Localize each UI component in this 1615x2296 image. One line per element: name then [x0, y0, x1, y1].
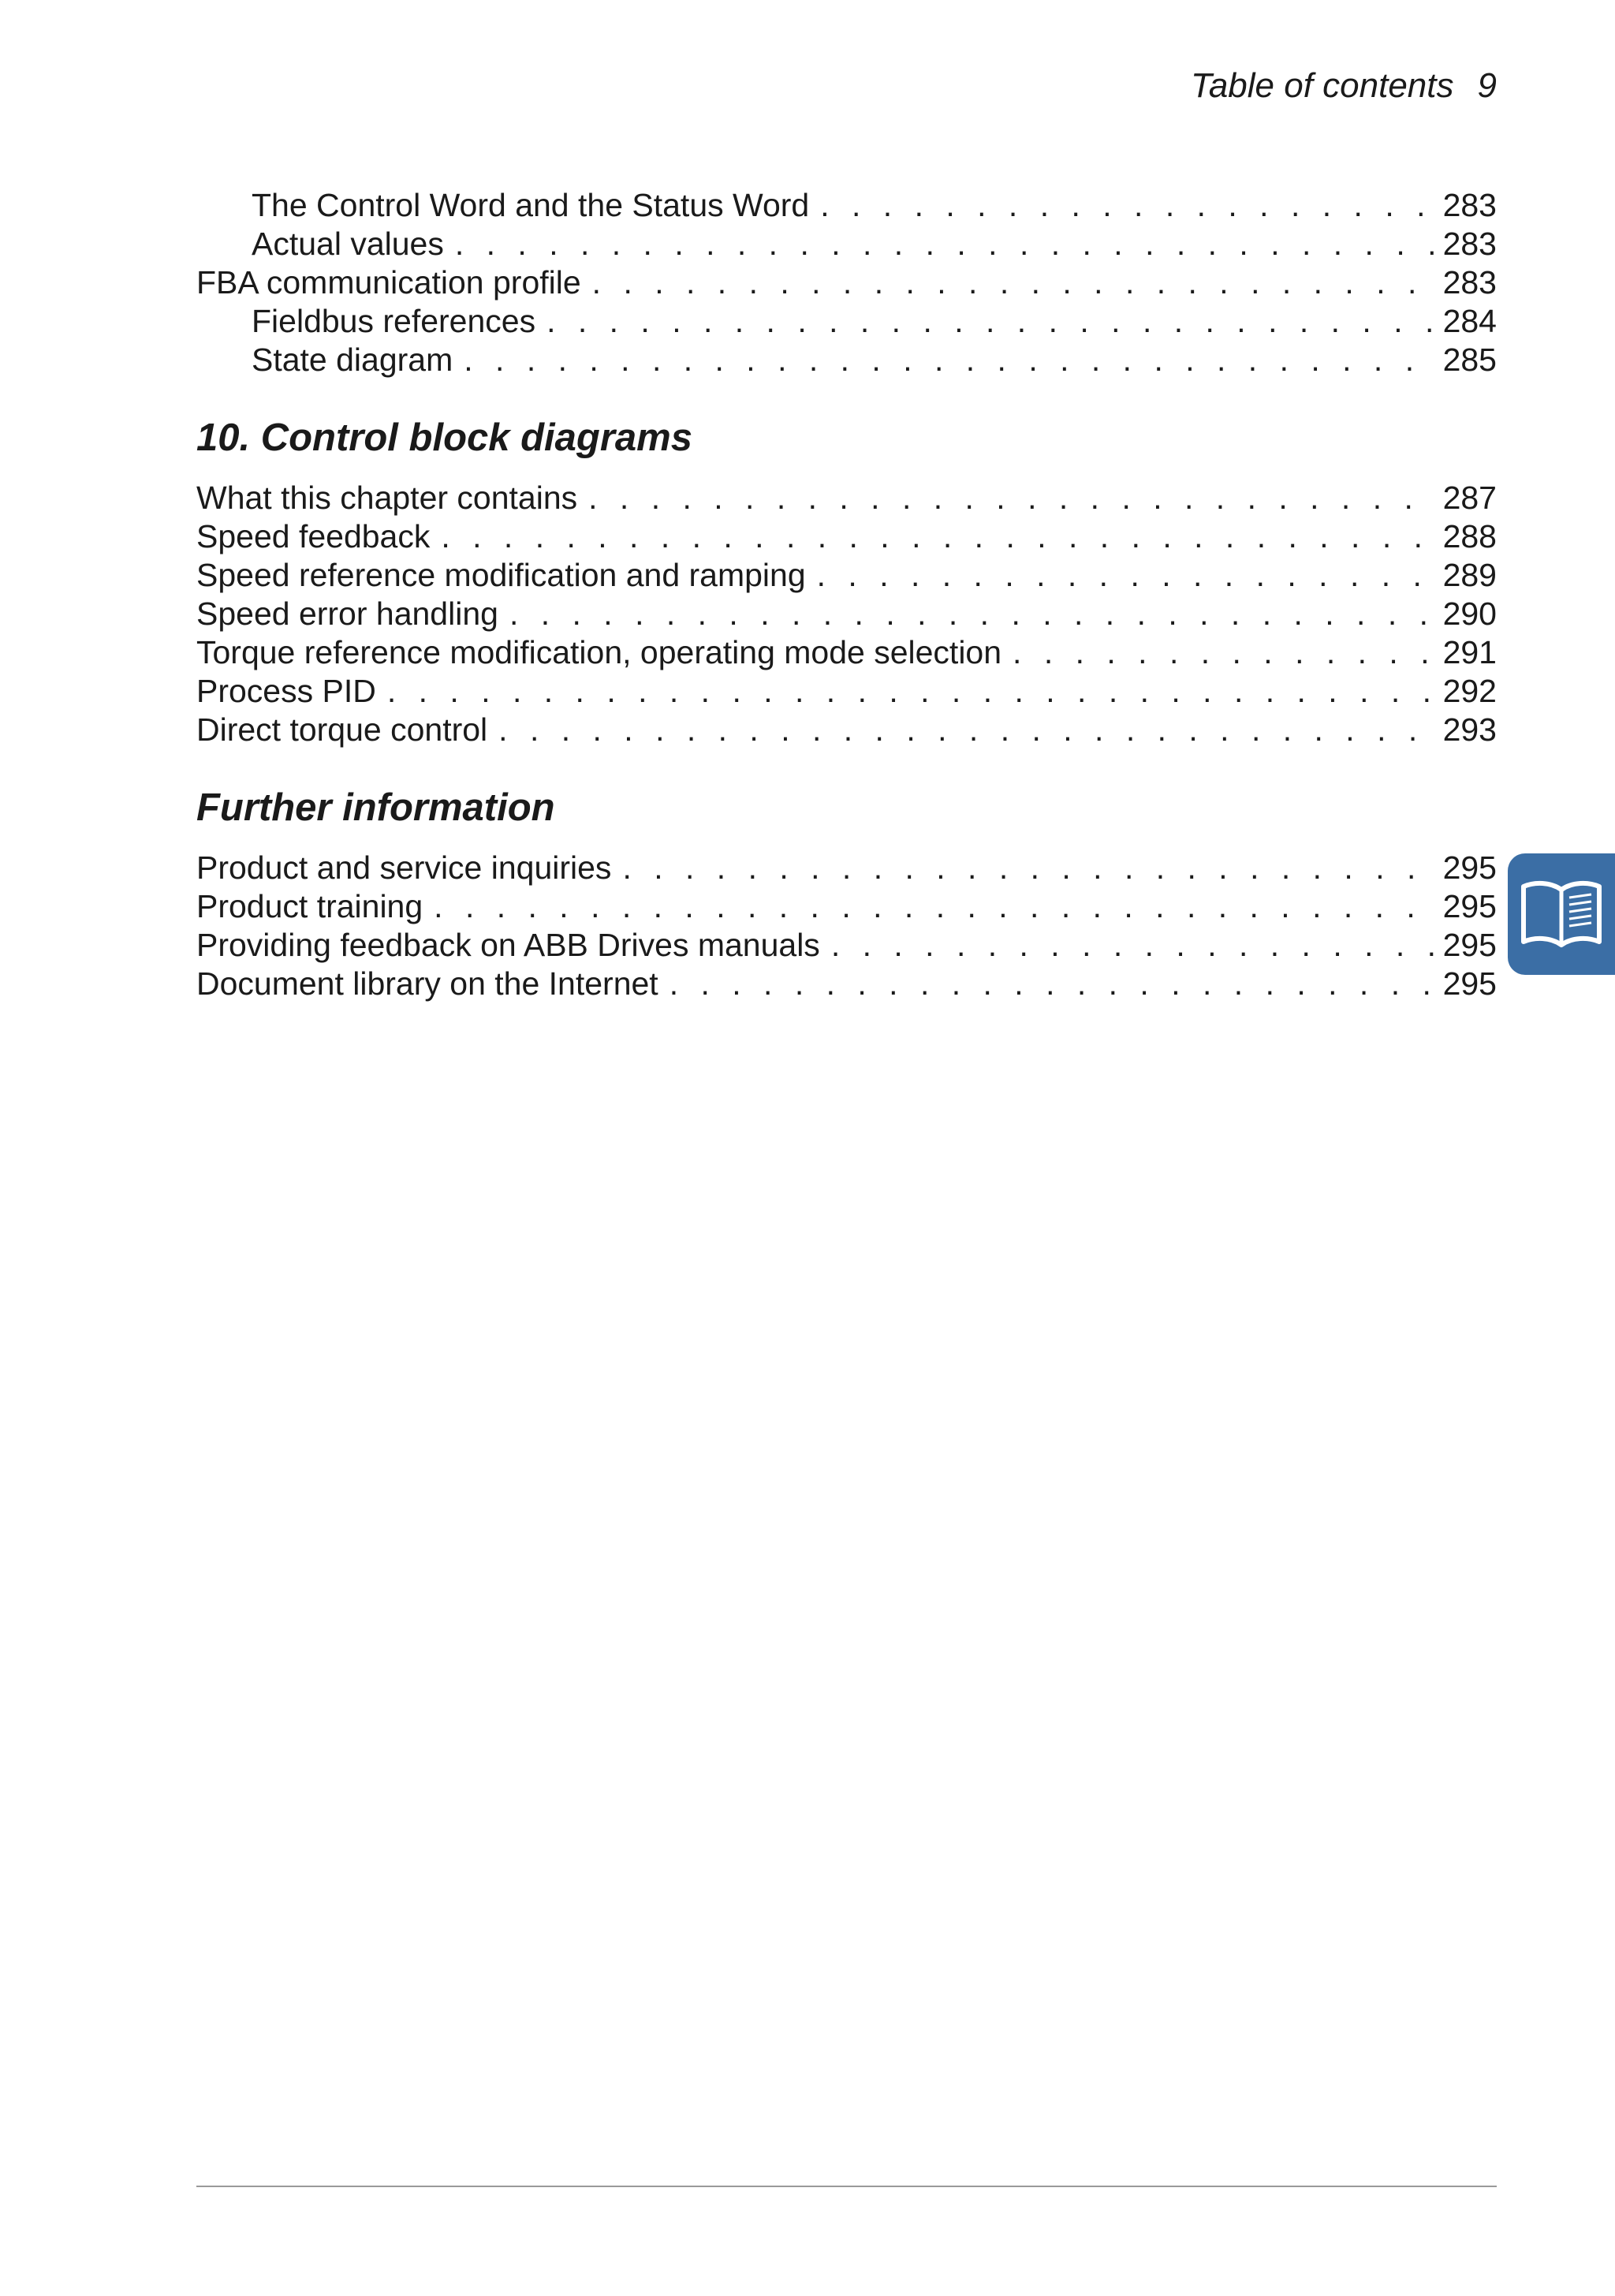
toc-leader-dots [387, 672, 1435, 711]
toc-entry-title: Document library on the Internet [196, 965, 658, 1002]
toc-entry-page: 283 [1442, 226, 1497, 262]
toc-leader-dots [498, 711, 1434, 749]
toc-entry-title: Fieldbus references [252, 303, 536, 339]
toc-entry[interactable] [196, 302, 1497, 341]
toc-entry-page: 295 [1442, 888, 1497, 924]
toc-entry-title: State diagram [252, 342, 453, 378]
toc-entry-page: 293 [1442, 711, 1497, 748]
toc-entry[interactable] [196, 633, 1497, 672]
toc-entry-title: Speed reference modification and ramping [196, 557, 806, 593]
toc-entry-page: 283 [1442, 187, 1497, 223]
toc-entry-title: Speed feedback [196, 518, 431, 554]
toc-entry-page: 284 [1442, 303, 1497, 339]
toc-leader-dots [588, 479, 1434, 517]
toc-entry[interactable] [196, 225, 1497, 263]
toc-entry-title: Product and service inquiries [196, 849, 612, 886]
toc-entry-title: FBA communication profile [196, 264, 581, 301]
header-page-number: 9 [1477, 66, 1497, 105]
section-heading-control-block-diagrams[interactable]: 10. Control block diagrams [196, 416, 692, 459]
section-heading-further-information[interactable]: Further information [196, 786, 555, 829]
manual-side-tab[interactable] [1508, 853, 1615, 975]
toc-entry-page: 285 [1442, 342, 1497, 378]
toc-entry[interactable] [196, 965, 1497, 1003]
toc-entry-page: 290 [1442, 595, 1497, 632]
toc-entry-page: 289 [1442, 557, 1497, 593]
toc-entry-page: 295 [1442, 927, 1497, 963]
toc-leader-dots [455, 225, 1435, 263]
toc-entry[interactable] [196, 263, 1497, 302]
toc-entry-title: Torque reference modification, operating mode selection [196, 634, 1002, 670]
toc-entry-title: Providing feedback on ABB Drives manuals [196, 927, 820, 963]
toc-entry[interactable] [196, 479, 1497, 517]
toc-entry-title: Actual values [252, 226, 444, 262]
toc-leader-dots [592, 263, 1435, 302]
toc-entry-page: 295 [1442, 849, 1497, 886]
toc-entry-page: 287 [1442, 480, 1497, 516]
toc-entry[interactable] [196, 849, 1497, 887]
toc-leader-dots [1013, 633, 1435, 672]
toc-entry-title: The Control Word and the Status Word [252, 187, 810, 223]
toc-entry[interactable] [196, 186, 1497, 225]
toc-entry-page: 291 [1442, 634, 1497, 670]
toc-entry[interactable] [196, 887, 1497, 926]
header-title: Table of contents [1191, 66, 1454, 105]
toc-leader-dots [434, 887, 1434, 926]
toc-entry-title: Direct torque control [196, 711, 488, 748]
toc-leader-dots [669, 965, 1435, 1003]
toc-entry-title: Speed error handling [196, 595, 498, 632]
toc-entry-page: 292 [1442, 673, 1497, 709]
toc-leader-dots [820, 186, 1434, 225]
table-of-contents [196, 186, 1497, 1003]
toc-leader-dots [546, 302, 1435, 341]
toc-entry[interactable] [196, 341, 1497, 379]
toc-leader-dots [817, 556, 1435, 595]
toc-entry[interactable] [196, 711, 1497, 749]
toc-leader-dots [831, 926, 1435, 965]
footer-rule [196, 2186, 1497, 2187]
toc-entry-title: What this chapter contains [196, 480, 578, 516]
toc-entry-page: 288 [1442, 518, 1497, 554]
toc-entry[interactable] [196, 926, 1497, 965]
toc-leader-dots [464, 341, 1434, 379]
toc-entry[interactable] [196, 517, 1497, 556]
toc-entry-page: 283 [1442, 264, 1497, 301]
page-header [1191, 66, 1497, 106]
toc-leader-dots [622, 849, 1434, 887]
toc-entry-title: Process PID [196, 673, 376, 709]
toc-entry[interactable] [196, 595, 1497, 633]
toc-leader-dots [441, 517, 1434, 556]
toc-entry-title: Product training [196, 888, 423, 924]
open-book-icon [1519, 877, 1604, 951]
toc-leader-dots [509, 595, 1435, 633]
toc-entry[interactable] [196, 672, 1497, 711]
toc-entry[interactable] [196, 556, 1497, 595]
toc-entry-page: 295 [1442, 965, 1497, 1002]
